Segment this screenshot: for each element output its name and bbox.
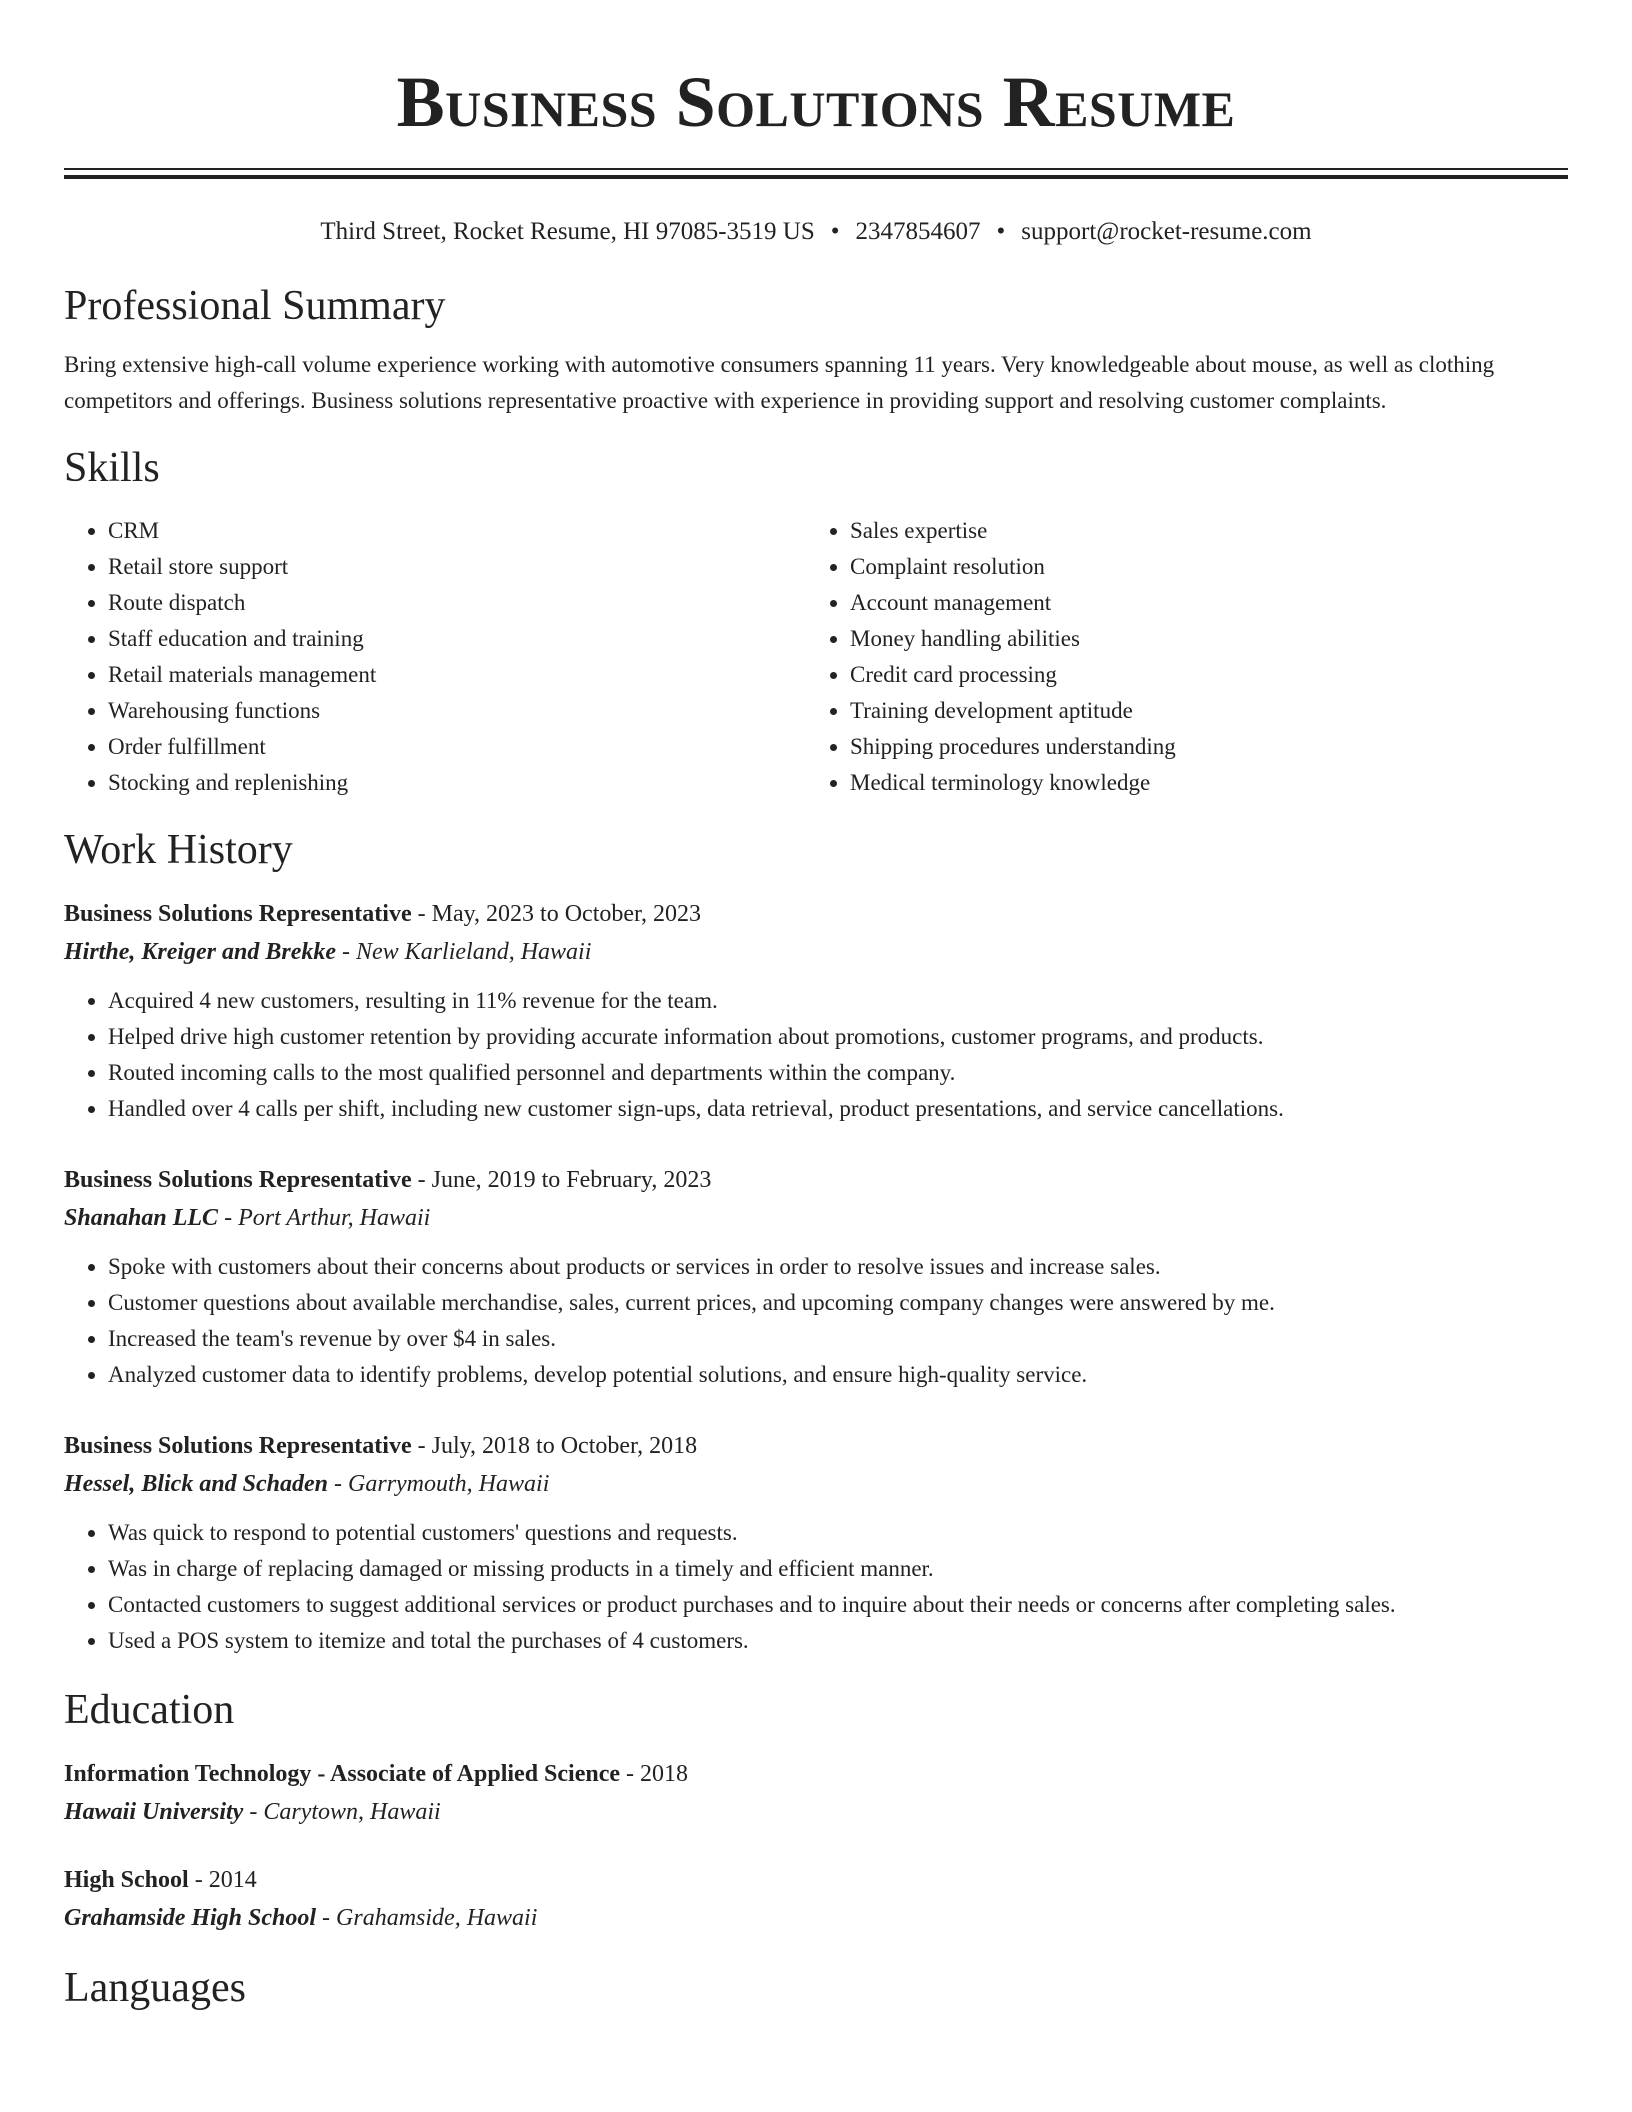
dash: - (188, 1867, 209, 1893)
degree-name: High School (64, 1867, 189, 1893)
school-line (64, 1899, 1568, 1937)
skill-item: • Stocking and replenishing (108, 765, 806, 801)
header-rule-thick (64, 175, 1568, 179)
skills-columns (64, 513, 1568, 801)
dash: - (620, 1761, 641, 1787)
contact-line (64, 215, 1568, 249)
skill-item: • Account management (850, 585, 1548, 621)
dash: - (336, 939, 357, 965)
skill-item: • Medical terminology knowledge (850, 765, 1548, 801)
job-bullet: • Spoke with customers about their concerns about products or services in order to resolve issues and increase sales. (108, 1249, 1568, 1285)
skill-item: • Shipping procedures understanding (850, 729, 1548, 765)
section-title-summary: Professional Summary (64, 283, 446, 329)
summary-text: Bring extensive high-call volume experience working with automotive consumers spanning 11 years. Very knowledgeable about mouse, as well as clothing competitors and offerings. Business solutions representative proactive with experience in providing support and resolving customer complaints. (64, 352, 1495, 413)
job-bullets (64, 1515, 1568, 1659)
header-rule-thin (64, 168, 1568, 170)
dash: - (411, 1167, 432, 1193)
skill-item: • Money handling abilities (850, 621, 1548, 657)
dash: - (411, 1433, 432, 1459)
job-dates: June, 2019 to February, 2023 (431, 1167, 712, 1193)
skill-item: • Retail materials management (108, 657, 806, 693)
resume-name: Business Solutions Resume (396, 62, 1236, 142)
job-bullet: • Customer questions about available merchandise, sales, current prices, and upcoming company changes were answered by me. (108, 1285, 1568, 1321)
skill-item: • Retail store support (108, 549, 806, 585)
degree-name: Information Technology - Associate of Applied Science (64, 1761, 621, 1787)
skill-item: • Route dispatch (108, 585, 806, 621)
school-location: Carytown, Hawaii (263, 1799, 441, 1825)
school-line (64, 1793, 1568, 1831)
school-name: Hawaii University (64, 1799, 244, 1825)
job-bullets (64, 1249, 1568, 1393)
resume-content (64, 0, 1568, 2013)
dash: - (243, 1799, 264, 1825)
company-name: Shanahan LLC (64, 1205, 219, 1231)
skill-item: • Staff education and training (108, 621, 806, 657)
job-bullet: • Was in charge of replacing damaged or missing products in a timely and efficient manner. (108, 1551, 1568, 1587)
job-entry (64, 1161, 1568, 1393)
skill-item: • Warehousing functions (108, 693, 806, 729)
skills-column-right (806, 513, 1548, 801)
contact-phone: 2347854607 (855, 218, 981, 245)
skill-item: • Complaint resolution (850, 549, 1548, 585)
contact-address: Third Street, Rocket Resume, HI 97085-3519 US (320, 218, 815, 245)
company-name: Hessel, Blick and Schaden (64, 1471, 329, 1497)
job-entry (64, 895, 1568, 1127)
job-title-line (64, 895, 1568, 933)
skill-item: • Order fulfillment (108, 729, 806, 765)
contact-email: support@rocket-resume.com (1021, 218, 1312, 245)
skill-item: • CRM (108, 513, 806, 549)
job-bullet: • Was quick to respond to potential customers' questions and requests. (108, 1515, 1568, 1551)
job-bullet: • Analyzed customer data to identify problems, develop potential solutions, and ensure high-quality service. (108, 1357, 1568, 1393)
company-name: Hirthe, Kreiger and Brekke (64, 939, 337, 965)
company-line (64, 1465, 1568, 1503)
job-role: Business Solutions Representative (64, 901, 412, 927)
job-dates: May, 2023 to October, 2023 (431, 901, 702, 927)
section-title-skills: Skills (64, 445, 160, 491)
degree-line (64, 1755, 1568, 1793)
job-bullet: • Used a POS system to itemize and total the purchases of 4 customers. (108, 1623, 1568, 1659)
section-title-languages: Languages (64, 1965, 246, 2011)
job-dates: July, 2018 to October, 2018 (431, 1433, 698, 1459)
company-line (64, 1199, 1568, 1237)
dash: - (328, 1471, 349, 1497)
school-name: Grahamside High School (64, 1905, 317, 1931)
dash: - (316, 1905, 337, 1931)
job-role: Business Solutions Representative (64, 1167, 412, 1193)
job-bullets (64, 983, 1568, 1127)
job-role: Business Solutions Representative (64, 1433, 412, 1459)
education-entry (64, 1755, 1568, 1831)
dash: - (218, 1205, 239, 1231)
dash: - (411, 901, 432, 927)
education-entry (64, 1861, 1568, 1937)
section-title-education: Education (64, 1687, 235, 1733)
job-bullet: • Contacted customers to suggest additional services or product purchases and to inquire about their needs or concerns after completing sales. (108, 1587, 1568, 1623)
degree-line (64, 1861, 1568, 1899)
company-location: Garrymouth, Hawaii (348, 1471, 550, 1497)
company-location: New Karlieland, Hawaii (356, 939, 592, 965)
job-title-line (64, 1427, 1568, 1465)
job-title-line (64, 1161, 1568, 1199)
job-bullet: • Acquired 4 new customers, resulting in 11% revenue for the team. (108, 983, 1568, 1019)
school-location: Grahamside, Hawaii (336, 1905, 538, 1931)
job-bullet: • Increased the team's revenue by over $4 in sales. (108, 1321, 1568, 1357)
skills-column-left (64, 513, 806, 801)
job-bullet: • Routed incoming calls to the most qualified personnel and departments within the company. (108, 1055, 1568, 1091)
job-bullet: • Helped drive high customer retention by providing accurate information about promotions, customer programs, and products. (108, 1019, 1568, 1055)
job-bullet: • Handled over 4 calls per shift, including new customer sign-ups, data retrieval, product presentations, and service cancellations. (108, 1091, 1568, 1127)
contact-separator: • (830, 218, 840, 245)
skill-item: • Credit card processing (850, 657, 1548, 693)
skill-item: • Training development aptitude (850, 693, 1548, 729)
company-location: Port Arthur, Hawaii (238, 1205, 431, 1231)
company-line (64, 933, 1568, 971)
contact-separator: • (996, 218, 1006, 245)
degree-year: 2014 (208, 1867, 257, 1893)
skill-item: • Sales expertise (850, 513, 1548, 549)
section-title-work-history: Work History (64, 827, 293, 873)
job-entry (64, 1427, 1568, 1659)
degree-year: 2018 (640, 1761, 689, 1787)
